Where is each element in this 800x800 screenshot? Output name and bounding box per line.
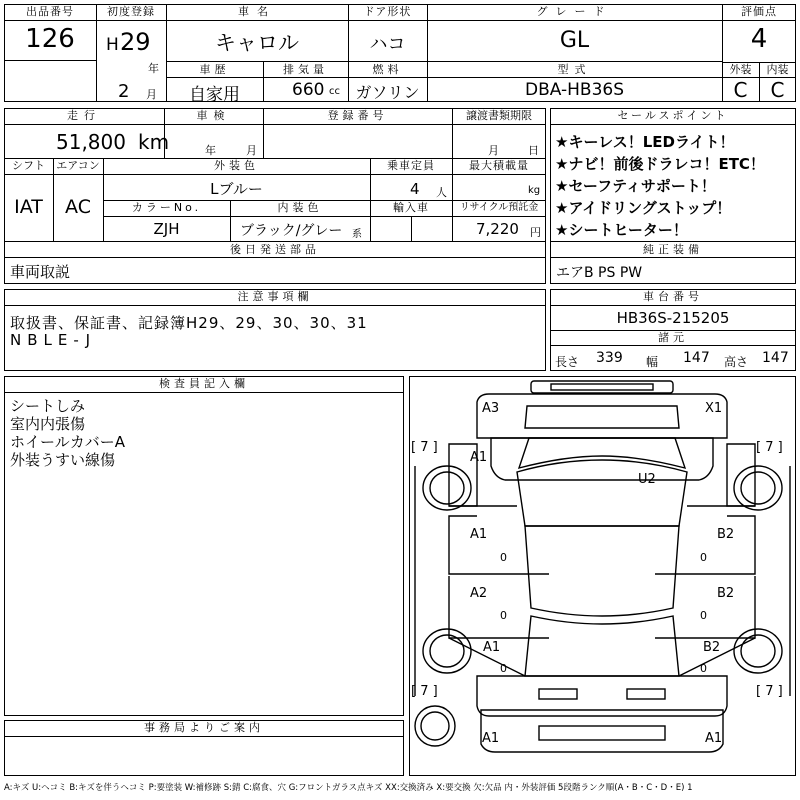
history-header: 車歴	[199, 63, 230, 76]
month-unit: 月	[146, 88, 157, 101]
damage-label-a1-rear-left: A1	[483, 640, 501, 655]
reg-year: 29	[120, 28, 151, 56]
damage-zero-4: 0	[700, 609, 707, 622]
history-value: 自家用	[189, 85, 240, 105]
inspection-header: 車検	[196, 109, 231, 122]
shift-value: IAT	[14, 196, 43, 218]
recycle-value: 7,220	[476, 220, 519, 238]
damage-label-a3: A3	[482, 401, 500, 416]
era-letter: H	[106, 35, 119, 55]
length-label: 長さ	[555, 355, 580, 369]
capacity-unit: 人	[436, 186, 447, 199]
damage-legend: A:キズ U:ヘコミ B:キズを伴うヘコミ P:要塗装 W:補修跡 S:錆 C:腐食、穴 G:フロントガラス点キズ XX:交換済み X:要交換 欠:欠品 内・外装評価 5段階ランク順(A・B・C・D・E) 1	[4, 783, 693, 793]
damage-zero-6: 0	[700, 662, 707, 675]
damage-label-a2-left: A2	[470, 586, 488, 601]
displacement-header: 排気量	[283, 63, 328, 76]
interior-grade: C	[770, 78, 785, 102]
post-parts-header: 後日発送部品	[230, 243, 320, 256]
score-value: 4	[750, 24, 768, 54]
ext-color-value: Lブルー	[210, 180, 263, 198]
capacity-value: 4	[410, 180, 420, 198]
import-header: 輸入車	[393, 201, 429, 214]
kg-unit: kg	[528, 185, 541, 196]
car-name-value: キャロル	[215, 31, 299, 55]
damage-label-bottom-right-7: [ 7 ]	[756, 684, 783, 699]
notes-header: 注意事項欄	[237, 290, 313, 303]
inspector-note-1: シートしみ	[10, 397, 86, 415]
lot-number: 126	[25, 24, 75, 54]
grade-header: グレード	[536, 5, 613, 18]
damage-label-a1-back-left: A1	[482, 731, 500, 746]
mileage-value: 51,800	[56, 130, 126, 154]
capacity-header: 乗車定員	[387, 159, 435, 172]
ext-color-header: 外装色	[214, 159, 259, 172]
inspection-year-unit: 年	[205, 144, 216, 157]
inspector-note-2: 室内内張傷	[10, 415, 86, 433]
height-value: 147	[762, 350, 789, 366]
damage-label-b2-right-1: B2	[717, 527, 735, 542]
dimensions-header: 諸元	[658, 331, 688, 344]
damage-zero-3: 0	[500, 609, 507, 622]
int-color-value: ブラック/グレー	[240, 223, 343, 239]
damage-zero-1: 0	[500, 551, 507, 564]
color-no-value: ZJH	[153, 220, 180, 238]
post-parts-value: 車両取説	[10, 263, 71, 281]
chassis-header: 車台番号	[643, 290, 703, 303]
sales-point-5: ★シートヒーター！	[555, 221, 688, 239]
first-reg-header: 初度登録	[107, 5, 155, 18]
transfer-day-unit: 日	[528, 144, 539, 157]
inspection-month-unit: 月	[246, 144, 257, 157]
damage-label-a1-mid-left: A1	[470, 527, 488, 542]
damage-label-a1-back-right: A1	[705, 731, 723, 746]
sales-point-1: ★キーレス！LEDライト！	[555, 133, 735, 151]
exterior-grade: C	[733, 78, 748, 102]
model-header: 型式	[557, 63, 592, 76]
km-unit: km	[138, 130, 170, 154]
int-color-header: 内装色	[277, 201, 323, 214]
door-value: ハコ	[369, 34, 406, 55]
damage-label-b2-right-2: B2	[717, 586, 735, 601]
lot-no-header: 出品番号	[26, 5, 74, 18]
model-value: DBA-HB36S	[524, 80, 624, 100]
damage-label-b2-right-3: B2	[703, 640, 721, 655]
length-value: 339	[596, 350, 623, 366]
interior-header: 内装	[766, 63, 789, 76]
inspector-note-3: ホイールカバーA	[10, 433, 125, 451]
reg-month: 2	[118, 81, 130, 102]
height-label: 高さ	[724, 355, 749, 369]
cc-unit: cc	[329, 86, 340, 97]
car-name-header: 車名	[238, 5, 276, 18]
damage-zero-5: 0	[500, 662, 507, 675]
damage-label-x1: X1	[705, 401, 723, 416]
sales-points-header: セールスポイント	[617, 109, 729, 122]
transfer-month-unit: 月	[488, 144, 499, 157]
inspector-note-4: 外装うすい線傷	[10, 451, 116, 469]
damage-label-top-right-7: [ 7 ]	[756, 440, 783, 455]
damage-label-u2: U2	[638, 472, 656, 487]
car-outline-drawing	[409, 376, 796, 776]
yen-unit: 円	[530, 226, 541, 239]
damage-label-a1-front-left: A1	[470, 450, 488, 465]
displacement-value: 660	[292, 80, 325, 100]
fuel-value: ガソリン	[355, 83, 420, 102]
shift-header: シフト	[12, 159, 45, 172]
sales-point-4: ★アイドリングストップ！	[555, 199, 732, 217]
grade-value: GL	[559, 28, 590, 53]
fuel-header: 燃料	[372, 63, 403, 76]
sales-point-3: ★セーフティサポート！	[555, 177, 716, 195]
equipment-header: 純正装備	[643, 243, 703, 256]
damage-zero-2: 0	[700, 551, 707, 564]
notes-line-1: 取扱書、保証書、記録簿H29、29、30、30、31	[10, 314, 368, 332]
sales-point-2: ★ナビ！前後ドラレコ！ETC！	[555, 155, 765, 173]
office-header: 事務局よりご案内	[144, 721, 264, 734]
chassis-value: HB36S-215205	[616, 309, 730, 327]
inspector-header: 検査員記入欄	[159, 377, 249, 390]
mileage-header: 走行	[67, 109, 101, 122]
score-header: 評価点	[741, 5, 777, 18]
exterior-header: 外装	[729, 63, 752, 76]
transfer-deadline-header: 譲渡書類期限	[466, 109, 532, 122]
damage-label-top-left-7: [ 7 ]	[411, 440, 438, 455]
max-load-header: 最大積載量	[469, 159, 529, 172]
width-value: 147	[683, 350, 710, 366]
aircon-header: エアコン	[56, 159, 100, 172]
registration-header: 登録番号	[327, 109, 388, 122]
width-label: 幅	[646, 355, 659, 369]
aircon-value: AC	[65, 196, 91, 218]
recycle-header: リサイクル預託金	[459, 202, 539, 213]
int-color-suffix: 系	[352, 229, 362, 240]
equipment-value: エアB PS PW	[556, 265, 643, 281]
damage-label-bottom-left-7: [ 7 ]	[411, 684, 438, 699]
color-no-header: カラーNo.	[131, 201, 202, 214]
door-header: ドア形状	[363, 5, 412, 18]
notes-line-2: NBLE-J	[10, 331, 97, 349]
year-unit: 年	[148, 62, 159, 75]
